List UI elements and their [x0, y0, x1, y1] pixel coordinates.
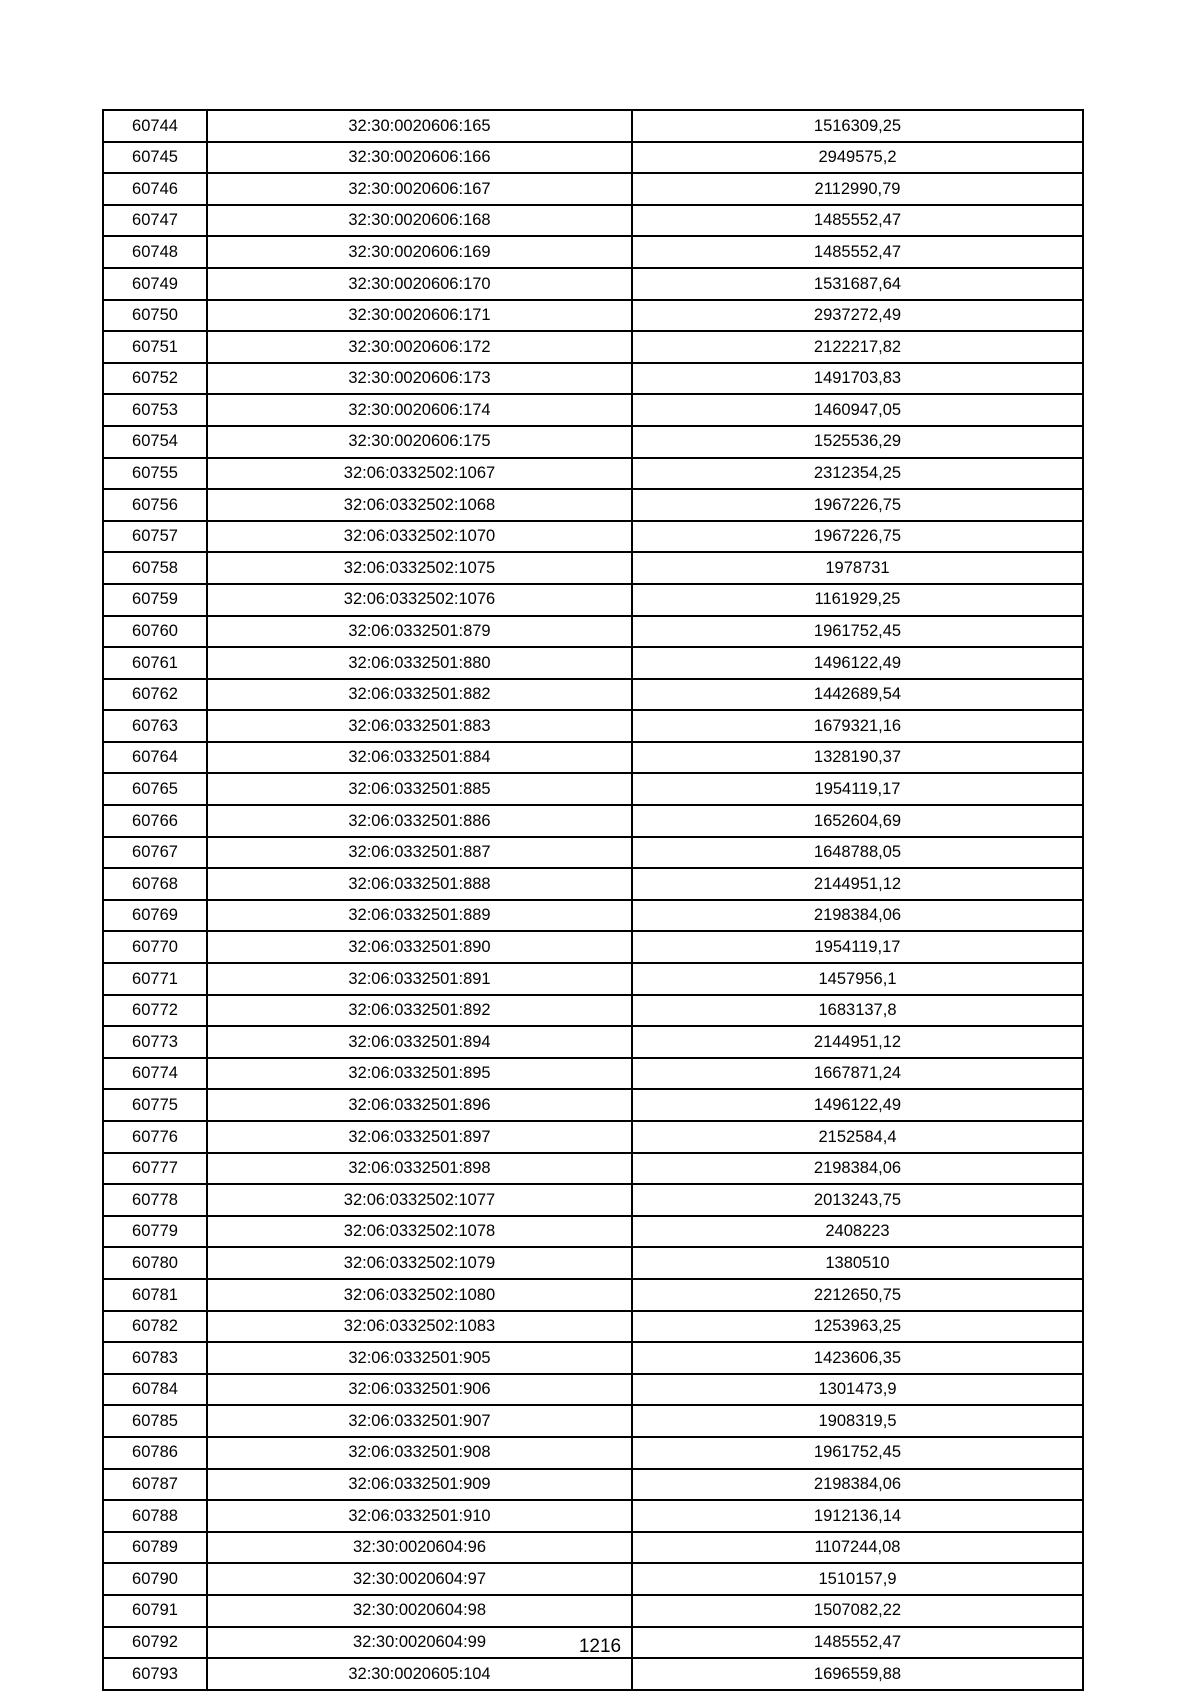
cadastral-value-cell: 2198384,06	[632, 1153, 1083, 1185]
row-number-cell: 60757	[103, 521, 207, 553]
cadastral-number-cell: 32:06:0332501:884	[207, 742, 632, 774]
cadastral-number-cell: 32:06:0332501:907	[207, 1405, 632, 1437]
cadastral-number-cell: 32:06:0332502:1078	[207, 1216, 632, 1248]
cadastral-number-cell: 32:06:0332501:887	[207, 837, 632, 869]
cadastral-number-cell: 32:30:0020606:172	[207, 331, 632, 363]
row-number-cell: 60745	[103, 142, 207, 174]
row-number-cell: 60751	[103, 331, 207, 363]
cadastral-number-cell: 32:30:0020606:167	[207, 173, 632, 205]
cadastral-value-cell: 1961752,45	[632, 616, 1083, 648]
cadastral-value-cell: 1531687,64	[632, 268, 1083, 300]
table-row	[103, 1216, 1083, 1248]
cadastral-value-cell: 2122217,82	[632, 331, 1083, 363]
cadastral-value-cell: 1485552,47	[632, 1627, 1083, 1659]
cadastral-value-cell: 1954119,17	[632, 931, 1083, 963]
row-number-cell: 60773	[103, 1026, 207, 1058]
cadastral-number-cell: 32:06:0332502:1083	[207, 1311, 632, 1343]
table-row	[103, 1532, 1083, 1564]
cadastral-number-cell: 32:30:0020604:98	[207, 1595, 632, 1627]
table-row	[103, 1184, 1083, 1216]
row-number-cell: 60756	[103, 489, 207, 521]
row-number-cell: 60787	[103, 1469, 207, 1501]
table-body	[103, 110, 1083, 1690]
table-row	[103, 1026, 1083, 1058]
cadastral-value-cell: 1696559,88	[632, 1658, 1083, 1690]
cadastral-number-cell: 32:30:0020606:166	[207, 142, 632, 174]
page-number: 1216	[578, 1636, 622, 1657]
cadastral-value-cell: 2112990,79	[632, 173, 1083, 205]
cadastral-number-cell: 32:06:0332501:879	[207, 616, 632, 648]
cadastral-number-cell: 32:06:0332501:880	[207, 647, 632, 679]
table-row	[103, 1342, 1083, 1374]
cadastral-number-cell: 32:30:0020604:97	[207, 1563, 632, 1595]
cadastral-number-cell: 32:06:0332501:890	[207, 931, 632, 963]
table-row	[103, 931, 1083, 963]
cadastral-number-cell: 32:30:0020606:171	[207, 300, 632, 332]
cadastral-number-cell: 32:06:0332502:1068	[207, 489, 632, 521]
row-number-cell: 60781	[103, 1279, 207, 1311]
cadastral-value-cell: 1380510	[632, 1247, 1083, 1279]
table-row	[103, 205, 1083, 237]
row-number-cell: 60750	[103, 300, 207, 332]
cadastral-number-cell: 32:30:0020606:173	[207, 363, 632, 395]
cadastral-number-cell: 32:30:0020606:165	[207, 110, 632, 142]
row-number-cell: 60786	[103, 1437, 207, 1469]
table-row	[103, 110, 1083, 142]
row-number-cell: 60791	[103, 1595, 207, 1627]
table-row	[103, 1405, 1083, 1437]
cadastral-value-cell: 2013243,75	[632, 1184, 1083, 1216]
cadastral-number-cell: 32:06:0332501:891	[207, 963, 632, 995]
cadastral-value-cell: 2144951,12	[632, 1026, 1083, 1058]
cadastral-value-cell: 2152584,4	[632, 1121, 1083, 1153]
cadastral-value-cell: 1301473,9	[632, 1374, 1083, 1406]
table-row	[103, 363, 1083, 395]
row-number-cell: 60759	[103, 584, 207, 616]
cadastral-value-cell: 1525536,29	[632, 426, 1083, 458]
cadastral-number-cell: 32:06:0332501:886	[207, 805, 632, 837]
table-row	[103, 1374, 1083, 1406]
cadastral-value-cell: 1954119,17	[632, 773, 1083, 805]
row-number-cell: 60763	[103, 710, 207, 742]
cadastral-value-cell: 1978731	[632, 552, 1083, 584]
cadastral-number-cell: 32:06:0332501:888	[207, 868, 632, 900]
cadastral-number-cell: 32:06:0332501:896	[207, 1089, 632, 1121]
cadastral-value-cell: 1460947,05	[632, 394, 1083, 426]
cadastral-number-cell: 32:06:0332501:889	[207, 900, 632, 932]
row-number-cell: 60779	[103, 1216, 207, 1248]
table-row	[103, 521, 1083, 553]
cadastral-number-cell: 32:30:0020606:169	[207, 236, 632, 268]
table-row	[103, 1563, 1083, 1595]
cadastral-value-cell: 2949575,2	[632, 142, 1083, 174]
cadastral-number-cell: 32:30:0020604:99	[207, 1627, 632, 1659]
table-row	[103, 394, 1083, 426]
cadastral-number-cell: 32:06:0332501:898	[207, 1153, 632, 1185]
cadastral-value-cell: 2408223	[632, 1216, 1083, 1248]
row-number-cell: 60772	[103, 995, 207, 1027]
cadastral-value-cell: 1423606,35	[632, 1342, 1083, 1374]
row-number-cell: 60765	[103, 773, 207, 805]
row-number-cell: 60753	[103, 394, 207, 426]
cadastral-number-cell: 32:06:0332502:1070	[207, 521, 632, 553]
table-row	[103, 268, 1083, 300]
row-number-cell: 60790	[103, 1563, 207, 1595]
table-row	[103, 1089, 1083, 1121]
table-row	[103, 426, 1083, 458]
row-number-cell: 60744	[103, 110, 207, 142]
cadastral-value-cell: 1496122,49	[632, 1089, 1083, 1121]
cadastral-value-cell: 1967226,75	[632, 489, 1083, 521]
row-number-cell: 60775	[103, 1089, 207, 1121]
table-row	[103, 1153, 1083, 1185]
cadastral-value-cell: 2212650,75	[632, 1279, 1083, 1311]
table-row	[103, 868, 1083, 900]
cadastral-value-cell: 1683137,8	[632, 995, 1083, 1027]
cadastral-value-cell: 1507082,22	[632, 1595, 1083, 1627]
table-row	[103, 773, 1083, 805]
row-number-cell: 60777	[103, 1153, 207, 1185]
cadastral-number-cell: 32:06:0332501:910	[207, 1500, 632, 1532]
row-number-cell: 60749	[103, 268, 207, 300]
cadastral-value-cell: 1328190,37	[632, 742, 1083, 774]
table-row	[103, 616, 1083, 648]
row-number-cell: 60776	[103, 1121, 207, 1153]
row-number-cell: 60758	[103, 552, 207, 584]
cadastral-value-cell: 1457956,1	[632, 963, 1083, 995]
table-row	[103, 1437, 1083, 1469]
row-number-cell: 60774	[103, 1058, 207, 1090]
cadastral-number-cell: 32:06:0332501:892	[207, 995, 632, 1027]
row-number-cell: 60792	[103, 1627, 207, 1659]
cadastral-value-cell: 1648788,05	[632, 837, 1083, 869]
cadastral-number-cell: 32:06:0332501:897	[207, 1121, 632, 1153]
cadastral-number-cell: 32:06:0332502:1067	[207, 458, 632, 490]
cadastral-number-cell: 32:30:0020605:104	[207, 1658, 632, 1690]
cadastral-number-cell: 32:06:0332501:885	[207, 773, 632, 805]
cadastral-value-cell: 1485552,47	[632, 205, 1083, 237]
row-number-cell: 60769	[103, 900, 207, 932]
table-row	[103, 142, 1083, 174]
row-number-cell: 60784	[103, 1374, 207, 1406]
table-row	[103, 173, 1083, 205]
table-row	[103, 1058, 1083, 1090]
table-row	[103, 900, 1083, 932]
table-row	[103, 584, 1083, 616]
table-row	[103, 1311, 1083, 1343]
cadastral-value-cell: 1908319,5	[632, 1405, 1083, 1437]
cadastral-value-cell: 1667871,24	[632, 1058, 1083, 1090]
cadastral-value-cell: 2198384,06	[632, 1469, 1083, 1501]
row-number-cell: 60788	[103, 1500, 207, 1532]
table-row	[103, 805, 1083, 837]
cadastral-value-cell: 1510157,9	[632, 1563, 1083, 1595]
cadastral-value-cell: 1516309,25	[632, 110, 1083, 142]
cadastral-number-cell: 32:06:0332501:883	[207, 710, 632, 742]
cadastral-value-cell: 2198384,06	[632, 900, 1083, 932]
row-number-cell: 60747	[103, 205, 207, 237]
row-number-cell: 60755	[103, 458, 207, 490]
row-number-cell: 60770	[103, 931, 207, 963]
cadastral-value-cell: 1912136,14	[632, 1500, 1083, 1532]
table-row	[103, 963, 1083, 995]
row-number-cell: 60782	[103, 1311, 207, 1343]
table-row	[103, 300, 1083, 332]
cadastral-number-cell: 32:06:0332501:882	[207, 679, 632, 711]
cadastral-value-cell: 2937272,49	[632, 300, 1083, 332]
table-row	[103, 1500, 1083, 1532]
cadastral-number-cell: 32:30:0020606:170	[207, 268, 632, 300]
row-number-cell: 60785	[103, 1405, 207, 1437]
row-number-cell: 60754	[103, 426, 207, 458]
table-row	[103, 1469, 1083, 1501]
table-row	[103, 236, 1083, 268]
cadastral-number-cell: 32:06:0332502:1076	[207, 584, 632, 616]
cadastral-value-cell: 1496122,49	[632, 647, 1083, 679]
cadastral-number-cell: 32:06:0332502:1077	[207, 1184, 632, 1216]
table-row	[103, 552, 1083, 584]
cadastral-number-cell: 32:30:0020604:96	[207, 1532, 632, 1564]
row-number-cell: 60762	[103, 679, 207, 711]
data-table-container	[102, 109, 1082, 1691]
cadastral-value-cell: 1107244,08	[632, 1532, 1083, 1564]
row-number-cell: 60748	[103, 236, 207, 268]
row-number-cell: 60768	[103, 868, 207, 900]
table-row	[103, 647, 1083, 679]
cadastral-value-cell: 1491703,83	[632, 363, 1083, 395]
row-number-cell: 60766	[103, 805, 207, 837]
table-row	[103, 1247, 1083, 1279]
table-row	[103, 1658, 1083, 1690]
row-number-cell: 60767	[103, 837, 207, 869]
cadastral-value-cell: 1253963,25	[632, 1311, 1083, 1343]
table-row	[103, 837, 1083, 869]
table-row	[103, 489, 1083, 521]
table-row	[103, 331, 1083, 363]
row-number-cell: 60764	[103, 742, 207, 774]
cadastral-number-cell: 32:06:0332501:895	[207, 1058, 632, 1090]
row-number-cell: 60793	[103, 1658, 207, 1690]
row-number-cell: 60783	[103, 1342, 207, 1374]
cadastral-number-cell: 32:06:0332501:894	[207, 1026, 632, 1058]
row-number-cell: 60760	[103, 616, 207, 648]
row-number-cell: 60778	[103, 1184, 207, 1216]
table-row	[103, 458, 1083, 490]
cadastral-value-cell: 1679321,16	[632, 710, 1083, 742]
row-number-cell: 60752	[103, 363, 207, 395]
cadastral-value-cell: 1442689,54	[632, 679, 1083, 711]
cadastral-number-cell: 32:06:0332502:1075	[207, 552, 632, 584]
cadastral-number-cell: 32:30:0020606:175	[207, 426, 632, 458]
cadastral-value-cell: 1961752,45	[632, 1437, 1083, 1469]
table-row	[103, 995, 1083, 1027]
row-number-cell: 60746	[103, 173, 207, 205]
cadastral-number-cell: 32:30:0020606:174	[207, 394, 632, 426]
table-row	[103, 710, 1083, 742]
table-row	[103, 679, 1083, 711]
cadastral-value-cell: 1967226,75	[632, 521, 1083, 553]
cadastral-value-cell: 1652604,69	[632, 805, 1083, 837]
row-number-cell: 60789	[103, 1532, 207, 1564]
table-row	[103, 1121, 1083, 1153]
cadastral-number-cell: 32:30:0020606:168	[207, 205, 632, 237]
row-number-cell: 60780	[103, 1247, 207, 1279]
row-number-cell: 60771	[103, 963, 207, 995]
cadastral-value-cell: 2312354,25	[632, 458, 1083, 490]
cadastral-number-cell: 32:06:0332501:906	[207, 1374, 632, 1406]
cadastral-number-cell: 32:06:0332501:909	[207, 1469, 632, 1501]
cadastral-value-cell: 1161929,25	[632, 584, 1083, 616]
cadastral-value-table	[102, 109, 1084, 1691]
cadastral-value-cell: 2144951,12	[632, 868, 1083, 900]
cadastral-number-cell: 32:06:0332501:905	[207, 1342, 632, 1374]
cadastral-value-cell: 1485552,47	[632, 236, 1083, 268]
row-number-cell: 60761	[103, 647, 207, 679]
table-row	[103, 1279, 1083, 1311]
cadastral-number-cell: 32:06:0332502:1079	[207, 1247, 632, 1279]
table-row	[103, 742, 1083, 774]
table-row	[103, 1595, 1083, 1627]
cadastral-number-cell: 32:06:0332502:1080	[207, 1279, 632, 1311]
cadastral-number-cell: 32:06:0332501:908	[207, 1437, 632, 1469]
